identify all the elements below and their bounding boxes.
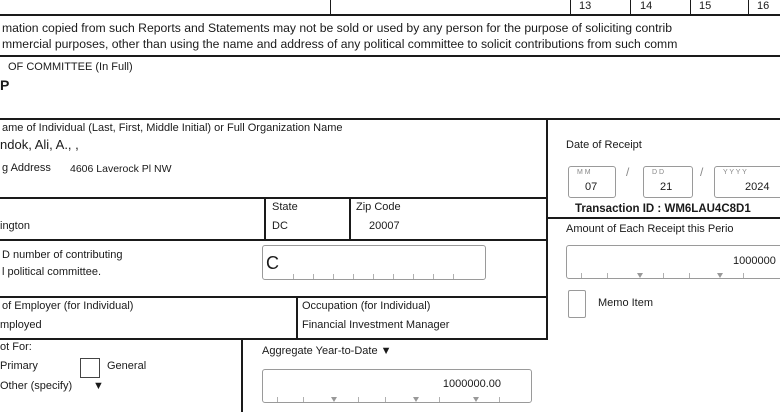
general-checkbox[interactable] <box>80 358 100 378</box>
notice-line-2: mmercial purposes, other than using the name and address of any political committee to solicit contributions from such comm <box>2 37 678 51</box>
aggregate-value: 1000000.00 <box>442 378 501 390</box>
receipt-day-field[interactable] <box>643 166 693 198</box>
notice-line-1: mation copied from such Reports and Statements may not be sold or used by any person for the purpose of soliciting contrib <box>2 21 672 35</box>
month-hint: M M <box>577 169 591 176</box>
committee-name-value: P <box>0 77 10 93</box>
year-hint: Y Y Y Y <box>723 169 747 176</box>
transaction-id: Transaction ID : WM6LAU4C8D1 <box>575 203 751 215</box>
other-label: Other (specify) <box>0 380 73 392</box>
state-label: State <box>272 201 298 213</box>
date-slash: / <box>700 165 704 179</box>
fec-id-prefix: C <box>266 253 279 273</box>
zip-code-value: 20007 <box>369 220 400 232</box>
primary-label: Primary <box>0 360 38 372</box>
state-value: DC <box>272 220 288 232</box>
receipt-month-value: 07 <box>585 181 598 193</box>
aggregate-label <box>262 346 392 357</box>
aggregate-label-text: Aggregate Year-to-Date <box>262 345 378 357</box>
date-slash: / <box>626 165 630 179</box>
receipt-year-field[interactable] <box>714 166 780 198</box>
aggregate-arrow-icon: ▼ <box>380 345 392 357</box>
committee-name-label: OF COMMITTEE (In Full) <box>8 61 133 73</box>
memo-item-label: Memo Item <box>598 297 654 309</box>
date-of-receipt-label: Date of Receipt <box>566 139 642 151</box>
occupation-value: Financial Investment Manager <box>302 319 450 331</box>
receipt-month-field[interactable] <box>568 166 616 198</box>
column-number: 16 <box>757 0 770 12</box>
fec-id-label: D number of contributing <box>2 249 123 261</box>
occupation-label: Occupation (for Individual) <box>302 300 431 312</box>
column-number: 15 <box>699 0 712 12</box>
fec-id-label: l political committee. <box>2 266 102 278</box>
mailing-address-value: 4606 Laverock Pl NW <box>70 163 172 175</box>
column-number: 13 <box>579 0 592 12</box>
memo-item-checkbox[interactable] <box>568 290 586 318</box>
contributor-name-value: ndok, Ali, A., , <box>0 137 79 152</box>
city-value: ington <box>0 220 30 232</box>
contributor-name-label: ame of Individual (Last, First, Middle Initial) or Full Organization Name <box>2 122 343 134</box>
mailing-address-label: g Address <box>2 162 51 174</box>
other-dropdown-icon[interactable]: ▼ <box>93 380 104 392</box>
zip-code-label: Zip Code <box>356 201 401 213</box>
employer-value: mployed <box>0 319 42 331</box>
amount-field[interactable] <box>566 245 780 279</box>
general-label: General <box>107 360 147 372</box>
column-number: 14 <box>640 0 653 12</box>
receipt-day-value: 21 <box>660 181 673 193</box>
receipt-year-value: 2024 <box>745 181 770 193</box>
amount-label: Amount of Each Receipt this Perio <box>566 223 734 235</box>
amount-value: 1000000 <box>733 255 776 267</box>
day-hint: D D <box>652 169 665 176</box>
election-label: ot For: <box>0 341 32 353</box>
employer-label: of Employer (for Individual) <box>2 300 134 312</box>
fec-id-field[interactable] <box>262 245 486 280</box>
aggregate-field[interactable] <box>262 369 532 403</box>
